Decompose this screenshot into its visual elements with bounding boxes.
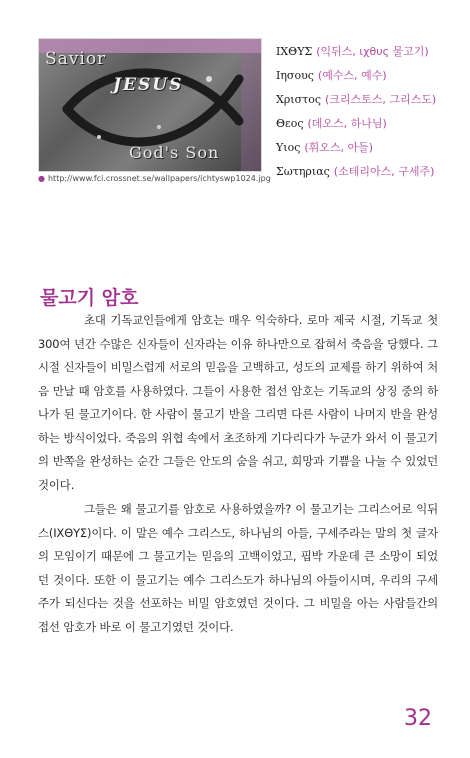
ichthys-photo: [38, 38, 262, 172]
legend-meaning: (데오스, 하나님): [307, 117, 387, 130]
legend-meaning: (소테리아스, 구세주): [333, 165, 435, 178]
legend-greek: Υιος: [276, 141, 301, 154]
legend-item: [276, 66, 466, 86]
section-title: 물고기 암호: [40, 287, 139, 309]
legend-item: [276, 138, 466, 158]
page-number: 32: [404, 706, 432, 731]
legend-greek: Χριστος: [276, 93, 321, 106]
legend-meaning: (크리스토스, 그리스도): [325, 93, 437, 106]
legend-greek: ΙΧΘΥΣ: [276, 45, 313, 58]
section-body: [38, 309, 438, 639]
legend-item: [276, 162, 466, 182]
legend-meaning: (휘오스, 아들): [304, 141, 374, 154]
legend-item: [276, 114, 466, 134]
photo-text-jesus: JESUS: [113, 75, 184, 95]
photo-text-savior: Savior: [45, 49, 107, 69]
legend-greek: Θεος: [276, 117, 304, 130]
legend-meaning: (예수스, 예수): [317, 69, 387, 82]
caption-url: http://www.fci.crossnet.se/wallpapers/ichtyswp1024.jpg: [47, 174, 271, 183]
body-paragraph: 초대 기독교인들에게 암호는 매우 익숙하다. 로마 제국 시절, 기독교 첫 300여 년간 수많은 신자들이 신자라는 이유 하나만으로 잡혀서 죽음을 당했다. 그 시절 신자들이 비밀스럽게 서로의 믿음을 고백하고, 성도의 교제를 하기 위하여 처음 만날 때 암호를 사용하였다. 그들이 사용한 접선 암호는 기독교의 상징 중의 하나가 된 물고기이다. 한 사람이 물고기 반을 그리면 다른 사람이 나머지 반을 완성하는 방식이었다. 죽음의 위협 속에서 초조하게 기다리다가 누군가 와서 이 물고기의 반쪽을 완성하는 순간 그들은 안도의 숨을 쉬고, 희망과 기쁨을 나눌 수 있었던 것이다.: [38, 313, 438, 492]
legend-greek: Σωτηριας: [276, 165, 330, 178]
acrostic-legend: [276, 42, 466, 186]
bullet-dot-icon: ●: [38, 174, 45, 183]
body-paragraph: 그들은 왜 물고기를 암호로 사용하였을까? 이 물고기는 그리스어로 익뒤스(ΙΧΘΥΣ)이다. 이 말은 예수 그리스도, 하나님의 아들, 구세주라는 말의 첫 글자의 모임이기 때문에 그 물고기는 믿음의 고백이었고, 핍박 가운데 큰 소망이 되었던 것이다. 또한 이 물고기는 예수 그리스도가 하나님의 아들이시며, 우리의 구세주가 되신다는 것을 선포하는 비밀 암호였던 것이다. 그 비밀을 아는 사람들간의 접선 암호가 바로 이 물고기였던 것이다.: [38, 502, 438, 634]
legend-item: [276, 42, 466, 62]
legend-greek: Ιησους: [276, 69, 314, 82]
photo-caption: [38, 174, 271, 183]
legend-item: [276, 90, 466, 110]
photo-text-god-son: God's Son: [129, 143, 220, 162]
legend-meaning: (익뒤스, ιχθυς 물고기): [316, 45, 429, 58]
